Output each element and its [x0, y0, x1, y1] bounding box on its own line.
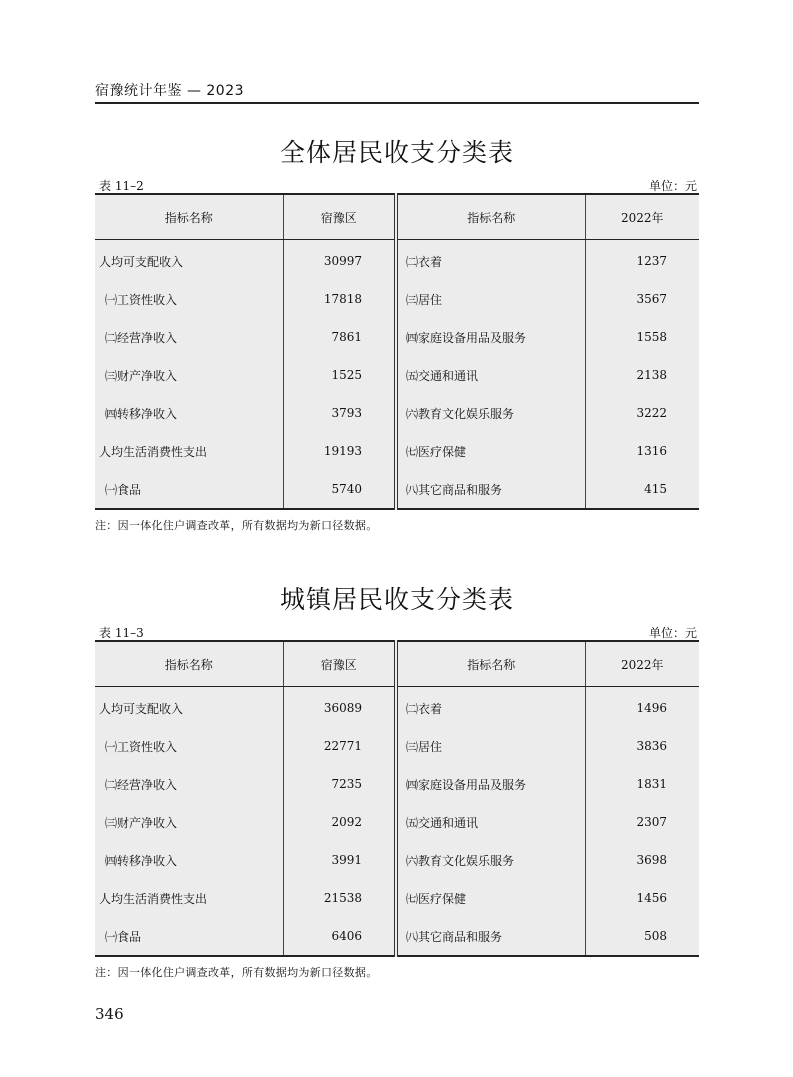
indicator-value: 1496: [636, 701, 667, 715]
indicator-name: ㈢居住: [396, 727, 585, 765]
table-unit: 单位：元: [648, 626, 697, 640]
indicator-name: ㈠工资性收入: [95, 280, 283, 318]
indicator-name: ㈤交通和通讯: [396, 803, 585, 841]
indicator-value: 7235: [283, 765, 396, 803]
indicator-value: 1558: [636, 330, 667, 344]
table-row: [95, 240, 699, 281]
indicator-value: 1316: [636, 444, 667, 458]
indicator-value: 3222: [636, 406, 667, 420]
table-row: [95, 879, 699, 917]
indicator-name: ㈡衣着: [396, 240, 585, 281]
table-row: [95, 470, 699, 509]
indicator-value: 19193: [283, 432, 396, 470]
indicator-name: ㈢财产净收入: [95, 356, 283, 394]
indicator-value: 2307: [636, 815, 667, 829]
table-row: [95, 432, 699, 470]
indicator-name: ㈣家庭设备用品及服务: [396, 765, 585, 803]
column-header: 指标名称: [95, 641, 283, 687]
indicator-value: 5740: [283, 470, 396, 509]
indicator-name: ㈣转移净收入: [95, 841, 283, 879]
table-header-row: [95, 641, 699, 687]
column-header: 2022年: [585, 641, 699, 687]
indicator-value: 17818: [283, 280, 396, 318]
indicator-value: 1831: [636, 777, 667, 791]
indicator-value: 7861: [283, 318, 396, 356]
page-number: 346: [95, 1005, 124, 1023]
indicator-value: 21538: [283, 879, 396, 917]
table-title: 城镇居民收支分类表: [279, 585, 514, 614]
indicator-name: ㈧其它商品和服务: [396, 917, 585, 956]
indicator-value: 3991: [283, 841, 396, 879]
table-note: 注：因一体化住户调查改革，所有数据均为新口径数据。: [95, 966, 378, 979]
column-header: 指标名称: [396, 641, 585, 687]
table-meta: [95, 175, 699, 193]
indicator-name: ㈢居住: [396, 280, 585, 318]
table-row: [95, 727, 699, 765]
indicator-value: 2092: [283, 803, 396, 841]
indicator-value: 2138: [636, 368, 667, 382]
indicator-name: 人均生活消费性支出: [95, 879, 283, 917]
running-header: [95, 80, 699, 104]
indicator-name: ㈠工资性收入: [95, 727, 283, 765]
indicator-value: 1237: [636, 254, 667, 268]
indicator-name: ㈢财产净收入: [95, 803, 283, 841]
column-header: 指标名称: [396, 194, 585, 240]
indicator-name: 人均生活消费性支出: [95, 432, 283, 470]
table-row: [95, 765, 699, 803]
indicator-name: 人均可支配收入: [95, 687, 283, 728]
table-header-row: [95, 194, 699, 240]
indicator-value: 6406: [283, 917, 396, 956]
indicator-value: 30997: [283, 240, 396, 281]
table-unit: 单位：元: [648, 179, 697, 193]
indicator-name: ㈣转移净收入: [95, 394, 283, 432]
table-row: [95, 394, 699, 432]
table-title: 全体居民收支分类表: [279, 138, 514, 167]
data-table: [95, 640, 699, 957]
indicator-name: ㈧其它商品和服务: [396, 470, 585, 509]
indicator-value: 3793: [283, 394, 396, 432]
indicator-name: ㈦医疗保健: [396, 879, 585, 917]
indicator-name: ㈠食品: [95, 917, 283, 956]
table-section-all-residents: [95, 133, 699, 533]
column-header: 宿豫区: [283, 641, 396, 687]
indicator-name: ㈣家庭设备用品及服务: [396, 318, 585, 356]
table-meta: [95, 622, 699, 640]
indicator-value: 3567: [636, 292, 667, 306]
indicator-name: ㈡经营净收入: [95, 318, 283, 356]
table-section-urban-residents: [95, 580, 699, 980]
indicator-name: ㈥教育文化娱乐服务: [396, 394, 585, 432]
indicator-value: 508: [644, 929, 667, 943]
table-row: [95, 803, 699, 841]
indicator-value: 36089: [283, 687, 396, 728]
indicator-name: ㈡经营净收入: [95, 765, 283, 803]
table-note: 注：因一体化住户调查改革，所有数据均为新口径数据。: [95, 519, 378, 532]
table-row: [95, 917, 699, 956]
table-row: [95, 318, 699, 356]
indicator-value: 1456: [636, 891, 667, 905]
indicator-name: ㈥教育文化娱乐服务: [396, 841, 585, 879]
indicator-name: ㈠食品: [95, 470, 283, 509]
table-row: [95, 280, 699, 318]
data-table: [95, 193, 699, 510]
running-header-text: 宿豫统计年鉴 — 2023: [95, 83, 245, 99]
indicator-name: ㈡衣着: [396, 687, 585, 728]
column-header: 指标名称: [95, 194, 283, 240]
indicator-name: ㈦医疗保健: [396, 432, 585, 470]
indicator-name: ㈤交通和通讯: [396, 356, 585, 394]
table-row: [95, 356, 699, 394]
table-row: [95, 687, 699, 728]
indicator-value: 3698: [636, 853, 667, 867]
column-header: 宿豫区: [283, 194, 396, 240]
indicator-value: 415: [644, 482, 667, 496]
table-number: 表 11–3: [99, 626, 144, 640]
table-row: [95, 841, 699, 879]
column-header: 2022年: [585, 194, 699, 240]
indicator-value: 1525: [283, 356, 396, 394]
indicator-name: 人均可支配收入: [95, 240, 283, 281]
indicator-value: 3836: [636, 739, 667, 753]
table-number: 表 11–2: [99, 179, 144, 193]
indicator-value: 22771: [283, 727, 396, 765]
